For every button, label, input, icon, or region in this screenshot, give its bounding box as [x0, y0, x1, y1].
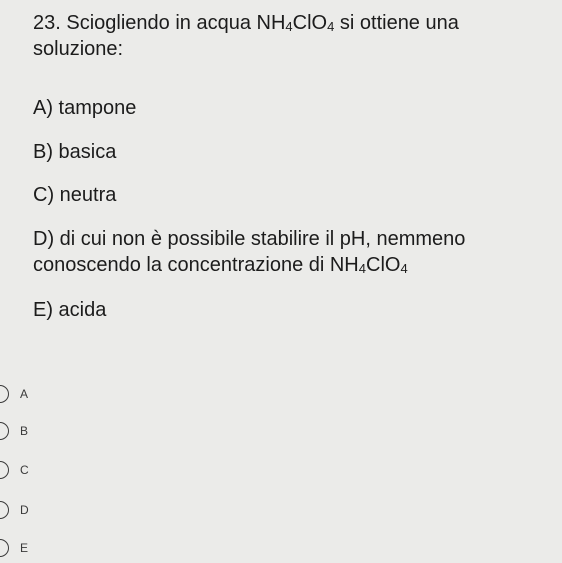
option-c-label: C: [20, 463, 29, 477]
answer-d-subscript-1: 4: [358, 261, 366, 276]
radio-d[interactable]: [0, 501, 9, 519]
option-c[interactable]: [0, 460, 200, 480]
question-number: 23.: [33, 12, 61, 34]
radio-e[interactable]: [0, 539, 9, 557]
option-d[interactable]: [0, 500, 200, 520]
question-subscript-1: 4: [285, 19, 293, 34]
option-b[interactable]: [0, 421, 200, 441]
option-b-label: B: [20, 424, 29, 438]
answer-e: E) acida: [33, 299, 107, 321]
answer-b: B) basica: [33, 141, 117, 163]
question-text: [33, 10, 553, 62]
question-text-after: si ottiene una soluzione:: [33, 12, 459, 60]
option-d-label: D: [20, 503, 29, 517]
answer-d-text-mid: ClO: [366, 254, 401, 276]
option-e-label: E: [20, 541, 29, 555]
option-a-label: A: [20, 387, 29, 401]
radio-a[interactable]: [0, 385, 9, 403]
radio-b[interactable]: [0, 422, 9, 440]
answer-a: A) tampone: [33, 97, 137, 119]
question-subscript-2: 4: [327, 19, 335, 34]
answer-d-text: D) di cui non è possibile stabilire il pH, nemmeno conoscendo la concentrazione di NH: [33, 228, 466, 276]
radio-c[interactable]: [0, 461, 9, 479]
option-e[interactable]: [0, 538, 200, 558]
question-text-mid: ClO: [292, 12, 328, 34]
answer-d-subscript-2: 4: [400, 261, 408, 276]
option-a[interactable]: [0, 384, 200, 404]
question-text-before: Sciogliendo in acqua NH: [66, 12, 286, 34]
answer-d: [33, 226, 553, 278]
answer-c: C) neutra: [33, 184, 117, 206]
